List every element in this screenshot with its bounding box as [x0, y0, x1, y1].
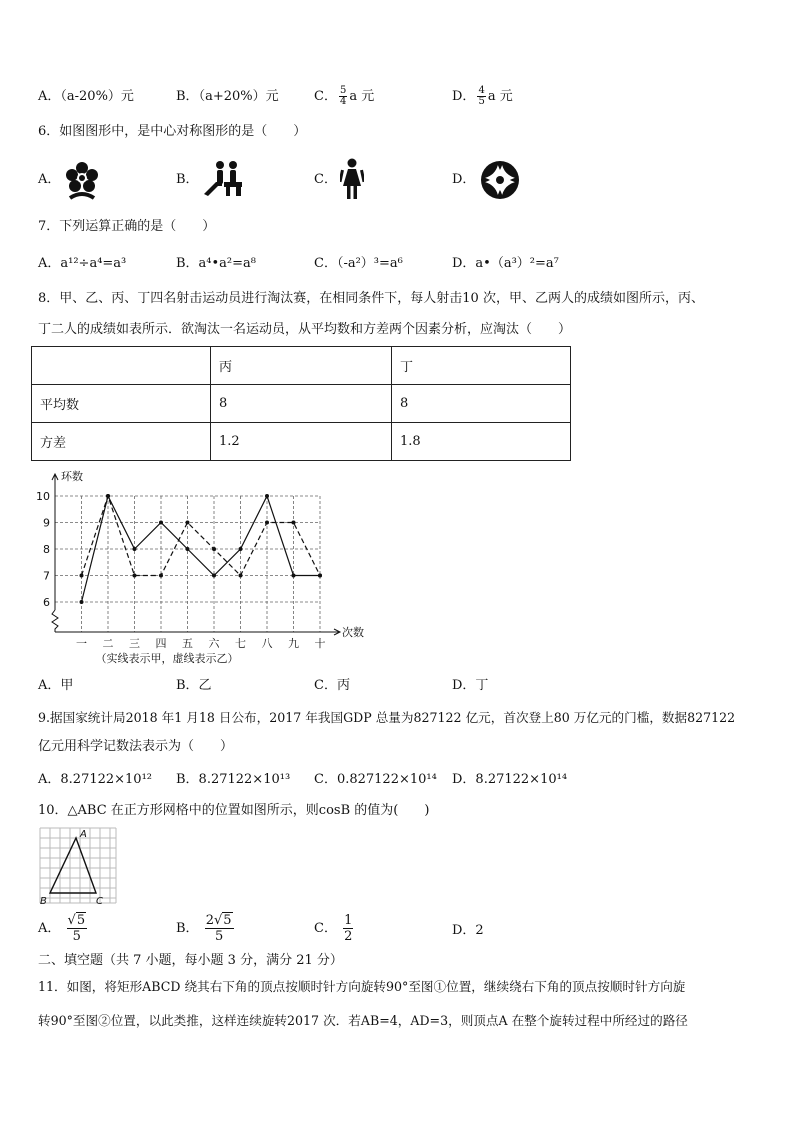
q7-stem: 7．下列运算正确的是（ ）: [38, 219, 216, 234]
data-point: [318, 574, 322, 578]
q6-option-a-label: A．: [38, 172, 61, 187]
x-tick-label: 三: [129, 637, 140, 650]
q11-stem-line2: 转90°至图②位置，以此类推，这样连续旋转2017 次．若AB=4，AD=3，则顶点A 在整个旋转过程中所经过的路径: [38, 1013, 688, 1028]
data-point: [212, 574, 216, 578]
vertex-a-label: A: [80, 829, 87, 840]
q5-option-a: A．（a-20%）元: [38, 89, 134, 104]
data-point: [239, 574, 243, 578]
data-point: [80, 574, 84, 578]
q8-option-d: D．丁: [452, 678, 489, 693]
score-table: [31, 346, 571, 461]
data-point: [265, 521, 269, 525]
q7-option-d: D．a•（a³）²=a⁷: [452, 256, 559, 271]
data-point: [159, 574, 163, 578]
triangle-grid-figure: [36, 826, 122, 908]
woman-icon: [340, 158, 364, 200]
q9-option-a: A．8.27122×10¹²: [38, 772, 153, 787]
x-axis-label: 次数: [342, 626, 364, 639]
chart-caption: （实线表示甲，虚线表示乙）: [95, 652, 239, 665]
series-line-乙: [82, 496, 321, 576]
two-people-seated-icon: [202, 160, 246, 198]
table-cell: 1.2: [211, 423, 392, 461]
table-cell: [32, 347, 211, 385]
x-tick-label: 十: [314, 637, 326, 650]
q10-option-c: C． $\frac{1}{2}$: [314, 913, 353, 944]
q9-stem-line1: 9.据国家统计局2018 年1 月18 日公布，2017 年我国GDP 总量为827122 亿元，首次登上80 万亿元的门槛，数据827122: [38, 710, 736, 725]
circle-x-icon: [479, 159, 521, 201]
q5-option-b: B．（a+20%）元: [176, 89, 279, 104]
q7-option-a: A．a¹²÷a⁴=a³: [38, 256, 127, 271]
x-tick-label: 六: [208, 637, 220, 650]
table-row: [32, 423, 571, 461]
q5-option-c: C． $\frac{5}{4}$ a 元: [314, 85, 375, 107]
data-point: [186, 547, 190, 551]
q7-option-b: B．a⁴•a²=a⁸: [176, 256, 256, 271]
q8-option-b: B．乙: [176, 678, 212, 693]
x-tick-label: 一: [76, 637, 87, 650]
data-point: [265, 494, 269, 498]
q9-option-b: B．8.27122×10¹³: [176, 772, 291, 787]
q9-stem-line2: 亿元用科学记数法表示为（ ）: [38, 739, 234, 754]
y-tick-label: 8: [43, 543, 50, 556]
y-tick-label: 9: [43, 516, 50, 530]
table-header-row: [32, 347, 571, 385]
x-tick-label: 八: [261, 637, 273, 650]
vertex-c-label: C: [96, 896, 103, 907]
data-point: [133, 574, 137, 578]
q8-stem-line2: 丁二人的成绩如表所示．欲淘汰一名运动员，从平均数和方差两个因素分析，应淘汰（ ）: [38, 322, 572, 337]
q8-stem-line1: 8．甲、乙、丙、丁四名射击运动员进行淘汰赛，在相同条件下，每人射击10 次，甲、乙两人的成绩如图所示，丙、: [38, 291, 704, 306]
q6-option-d-label: D．: [452, 172, 476, 187]
table-cell: 方差: [32, 423, 211, 461]
data-point: [106, 494, 110, 498]
section-heading: 二、填空题（共 7 小题，每小题 3 分，满分 21 分）: [38, 953, 343, 968]
q10-stem: 10．△ABC 在正方形网格中的位置如图所示，则cosB 的值为( ): [38, 803, 430, 818]
q8-option-c: C．丙: [314, 678, 350, 693]
x-tick-label: 九: [288, 637, 299, 650]
x-tick-label: 五: [182, 637, 193, 650]
q10-option-d: D．2: [452, 923, 484, 938]
q9-option-d: D．8.27122×10¹⁴: [452, 772, 568, 787]
data-point: [239, 547, 243, 551]
q7-option-c: C．（-a²）³=a⁶: [314, 256, 403, 271]
table-row: [32, 385, 571, 423]
data-point: [159, 521, 163, 525]
y-tick-label: 10: [36, 490, 50, 503]
table-cell: 丙: [211, 347, 392, 385]
x-tick-label: 七: [235, 637, 246, 650]
q8-option-a: A．甲: [38, 678, 74, 693]
q5-option-d: D． $\frac{4}{5}$ a 元: [452, 85, 513, 107]
data-point: [186, 521, 190, 525]
q10-option-b: B． $\frac{2√5}{5}$: [176, 913, 232, 944]
table-cell: 1.8: [392, 423, 571, 461]
data-point: [80, 600, 84, 604]
flower-icon: [64, 160, 100, 200]
q9-option-c: C．0.827122×10¹⁴: [314, 772, 437, 787]
x-tick-label: 四: [155, 637, 167, 650]
table-cell: 8: [211, 385, 392, 423]
y-axis-label: 环数: [61, 470, 83, 483]
q6-stem: 6．如图图形中，是中心对称图形的是（ ）: [38, 124, 307, 139]
q6-option-c-label: C．: [314, 172, 337, 187]
score-line-chart: [30, 466, 390, 672]
table-cell: 8: [392, 385, 571, 423]
q11-stem-line1: 11．如图，将矩形ABCD 绕其右下角的顶点按顺时针方向旋转90°至图①位置，继续绕右下角的顶点按顺时针方向旋: [38, 979, 686, 994]
vertex-b-label: B: [40, 896, 47, 907]
data-point: [292, 521, 296, 525]
y-tick-label: 7: [43, 569, 50, 583]
q6-option-b-label: B．: [176, 172, 199, 187]
data-point: [212, 547, 216, 551]
data-point: [292, 574, 296, 578]
axis-break: [52, 610, 58, 632]
q10-option-a: A． $\frac{√5}{5}$: [38, 913, 86, 944]
x-tick-label: 二: [102, 637, 114, 650]
table-cell: 平均数: [32, 385, 211, 423]
data-point: [133, 547, 137, 551]
y-tick-label: 6: [43, 596, 50, 609]
table-cell: 丁: [392, 347, 571, 385]
